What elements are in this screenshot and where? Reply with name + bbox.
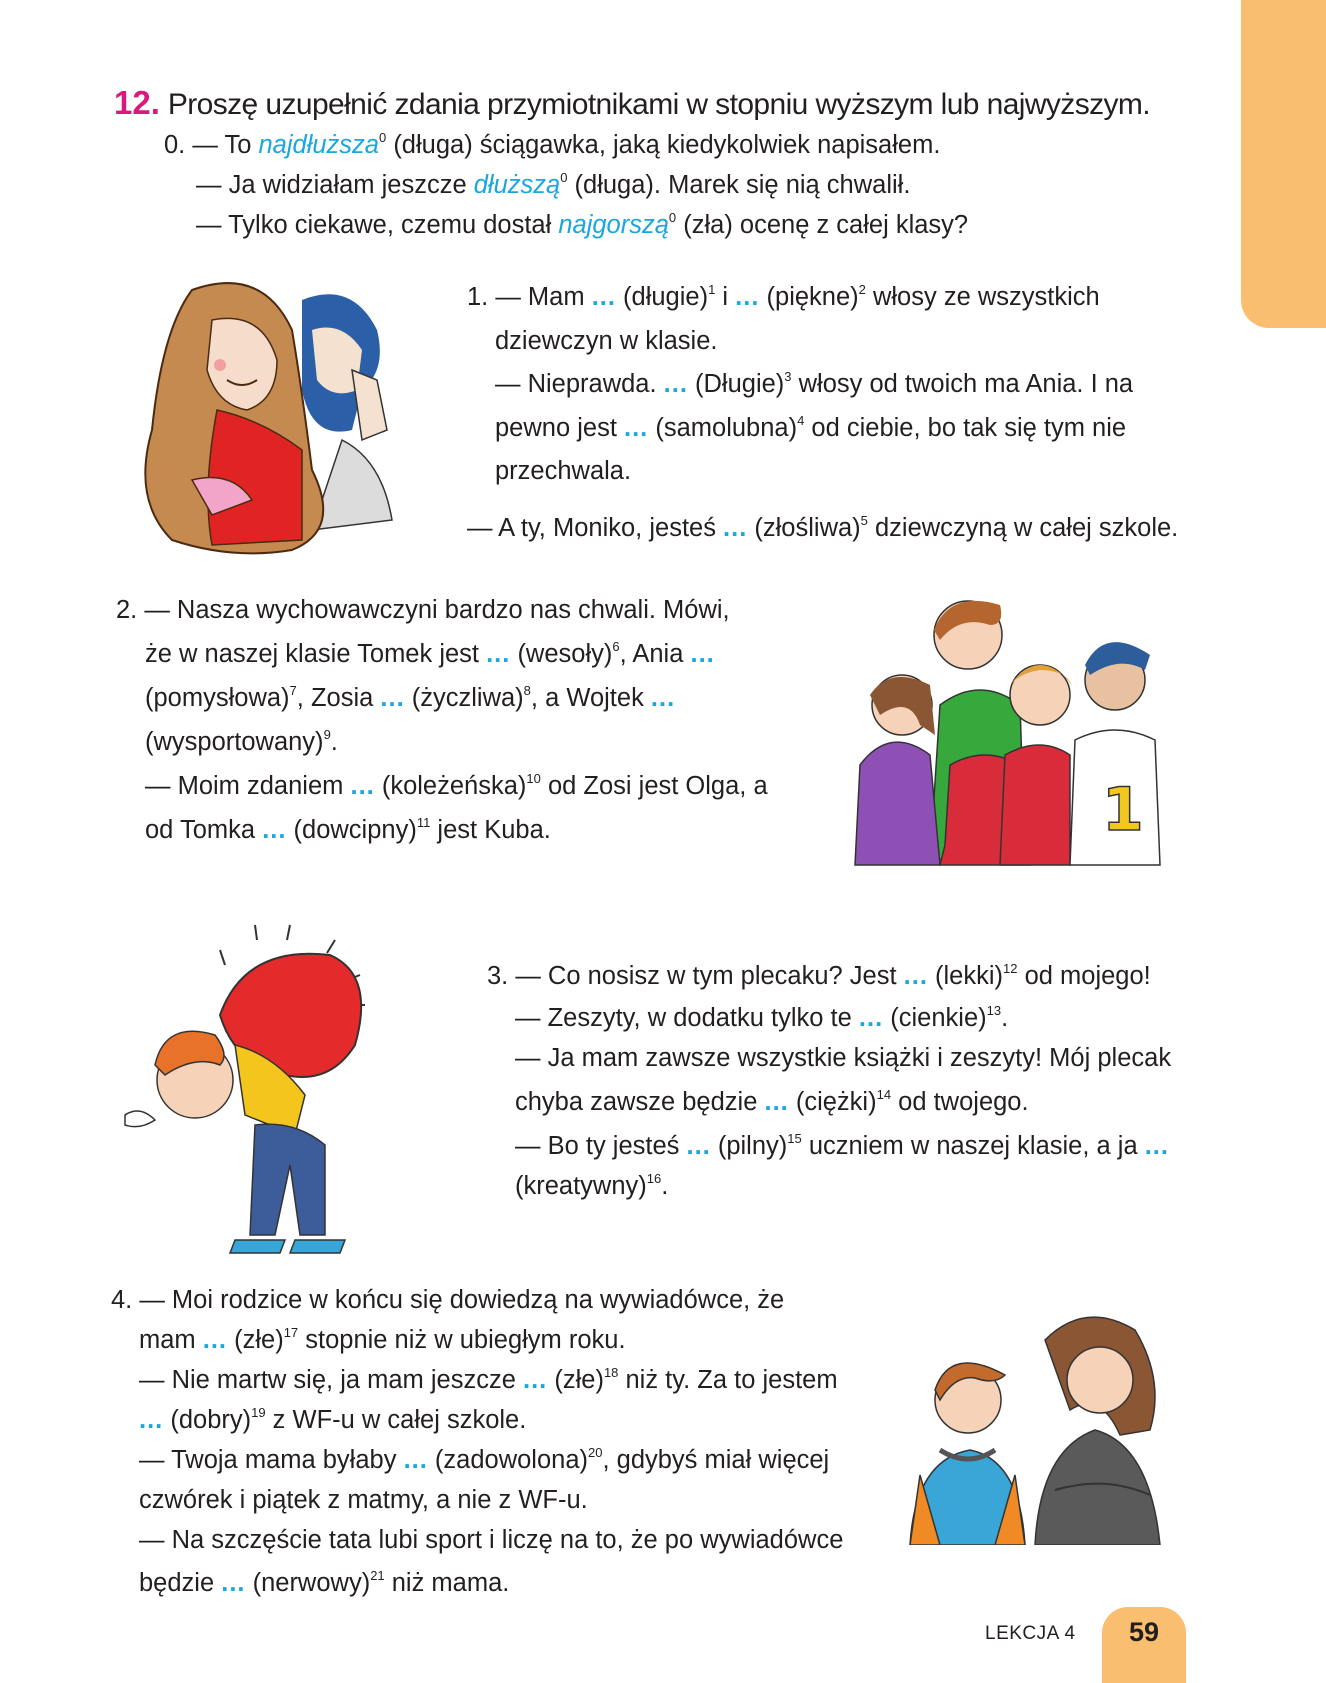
answer-gap[interactable]: ... — [380, 684, 405, 712]
sentence-1-line-4: pewno jest ... (samolubna)$^4$ od ciebie, bo tak się tym nie — [495, 413, 1127, 442]
answer-gap[interactable]: ... — [350, 772, 375, 800]
sentence-4-line-2: mam ... (złe)$^{17}$ stopnie niż w ubiegłym roku. — [139, 1325, 626, 1354]
exercise-title — [114, 84, 1150, 122]
page-edge-tab — [1241, 0, 1326, 328]
sentence-3-line-4: chyba zawsze będzie ... (ciężki)$^{14}$ od twojego. — [515, 1087, 1029, 1116]
answer-gap[interactable]: ... — [663, 370, 688, 398]
answer-gap[interactable]: ... — [858, 1004, 884, 1032]
answer-gap[interactable]: ... — [221, 1569, 246, 1597]
sentence-4-line-1: 4. — Moi rodzice w końcu się dowiedzą na wywiadówce, że — [111, 1286, 785, 1314]
answer-gap[interactable]: ... — [591, 283, 616, 311]
sentence-1-line-3: — Nieprawda. ... (Długie)$^3$ włosy od twoich ma Ania. I na — [495, 369, 1134, 398]
lesson-label: LEKCJA 4 — [985, 1623, 1076, 1644]
exercise-number: 12. — [114, 84, 160, 121]
sentence-1-line-6: — A ty, Moniko, jesteś ... (złośliwa)$^5$ dziewczyną w całej szkole. — [467, 513, 1179, 542]
sentence-4-line-5: — Twoja mama byłaby ... (zadowolona)$^{20}$, gdybyś miał więcej — [139, 1445, 830, 1474]
answer-gap[interactable]: ... — [403, 1446, 428, 1474]
exercise-instruction: Proszę uzupełnić zdania przymiotnikami w stopniu wyższym lub najwyższym. — [167, 88, 1151, 121]
answer-gap[interactable]: ... — [1144, 1132, 1169, 1160]
answer-gap[interactable]: ... — [486, 640, 511, 668]
answer-gap[interactable]: ... — [723, 514, 748, 542]
example-line-2: — Ja widziałam jeszcze dłuższą$^0$ (długa). Marek się nią chwalił. — [196, 170, 911, 199]
sentence-3-line-1: 3. — Co nosisz w tym plecaku? Jest ... (lekki)$^{12}$ od mojego! — [487, 961, 1151, 990]
sentence-4-line-8: będzie ... (nerwowy)$^{21}$ niż mama. — [139, 1568, 510, 1597]
two-girls-illustration — [112, 270, 422, 560]
answer-gap[interactable]: ... — [764, 1088, 789, 1116]
answer-gap[interactable]: ... — [903, 962, 928, 990]
answer-gap[interactable]: ... — [690, 640, 715, 668]
boy-with-backpack-illustration — [115, 895, 405, 1260]
svg-text:1: 1 — [1102, 775, 1144, 845]
sentence-3-line-2: — Zeszyty, w dodatku tylko te ... (cienkie)$^{13}$. — [515, 1003, 1009, 1032]
page-number: 59 — [1128, 1617, 1160, 1647]
example-line-3: — Tylko ciekawe, czemu dostał najgorszą$^0$ (zła) ocenę z całej klasy? — [196, 210, 969, 239]
answer-gap[interactable]: ... — [686, 1132, 711, 1160]
example-answer: najdłuższa — [258, 131, 379, 159]
sentence-2-line-5: — Moim zdaniem ... (koleżeńska)$^{10}$ od Zosi jest Olga, a — [145, 771, 768, 800]
sentence-4-line-4: ... (dobry)$^{19}$ z WF-u w całej szkole. — [139, 1405, 527, 1434]
sentence-2-line-1: 2. — Nasza wychowawczyni bardzo nas chwali. Mówi, — [116, 596, 730, 624]
boy-and-girl-illustration — [895, 1300, 1185, 1545]
answer-gap[interactable]: ... — [139, 1406, 164, 1434]
answer-gap[interactable]: ... — [262, 816, 287, 844]
sentence-4-line-6: czwórek i piątek z matmy, a nie z WF-u. — [139, 1486, 588, 1514]
four-kids-illustration — [850, 585, 1190, 870]
answer-gap[interactable]: ... — [624, 414, 649, 442]
page-number-tab — [1102, 1607, 1186, 1683]
sentence-2-line-2: że w naszej klasie Tomek jest ... (wesoły)$^6$, Ania ... — [145, 639, 715, 668]
sentence-2-line-3: (pomysłowa)$^7$, Zosia ... (życzliwa)$^8$, a Wojtek ... — [145, 683, 676, 712]
sentence-1-line-5: przechwala. — [495, 457, 632, 485]
example-answer: najgorszą — [558, 211, 669, 239]
answer-gap[interactable]: ... — [650, 684, 676, 712]
example-answer: dłuższą — [473, 171, 561, 199]
answer-gap[interactable]: ... — [735, 283, 760, 311]
sentence-1-line-2: dziewczyn w klasie. — [495, 327, 718, 355]
answer-gap[interactable]: ... — [202, 1326, 228, 1354]
sentence-1-line-1: 1. — Mam ... (długie)$^1$ i ... (piękne)$^2$ włosy ze wszystkich — [467, 282, 1100, 311]
sentence-4-line-7: — Na szczęście tata lubi sport i liczę na to, że po wywiadówce — [139, 1526, 844, 1554]
sentence-3-line-3: — Ja mam zawsze wszystkie książki i zeszyty! Mój plecak — [515, 1044, 1172, 1072]
sentence-4-line-3: — Nie martw się, ja mam jeszcze ... (złe)$^{18}$ niż ty. Za to jestem — [139, 1365, 838, 1394]
example-line-1: 0. — To najdłuższa$^0$ (długa) ściągawka, jaką kiedykolwiek napisałem. — [164, 130, 941, 159]
sentence-3-line-6: (kreatywny)$^{16}$. — [515, 1171, 669, 1200]
answer-gap[interactable]: ... — [523, 1366, 548, 1394]
sentence-2-line-6: od Tomka ... (dowcipny)$^{11}$ jest Kuba. — [145, 815, 551, 844]
sentence-3-line-5: — Bo ty jesteś ... $(pilny)^{15}$ uczniem w naszej klasie, a ja ... — [515, 1131, 1169, 1160]
sentence-2-line-4: (wysportowany)$^9$. — [145, 727, 338, 756]
